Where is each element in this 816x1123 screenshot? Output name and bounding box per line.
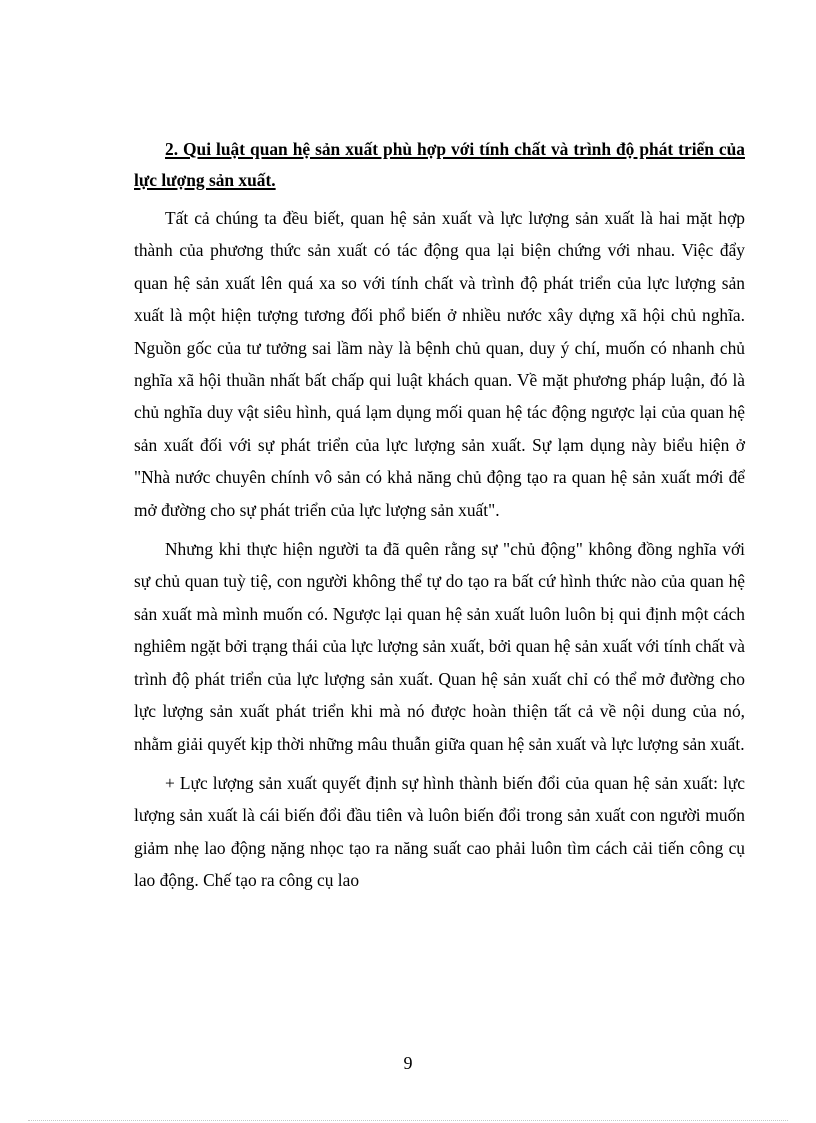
footer-divider xyxy=(28,1120,788,1121)
page-content xyxy=(134,134,745,904)
page-number: 9 xyxy=(403,1053,413,1073)
body-paragraph-3: + Lực lượng sản xuất quyết định sự hình thành biến đổi của quan hệ sản xuất: lực lượng sản xuất là cái biến đổi đầu tiên và luôn biến đổi trong sản xuất con người muốn giảm nhẹ lao động nặng nhọc tạo ra năng suất cao phải luôn tìm cách cải tiến công cụ lao động. Chế tạo ra công cụ lao xyxy=(134,772,745,891)
section-heading-text: 2. Qui luật quan hệ sản xuất phù hợp với tính chất và trình độ phát triển của lực lượng sản xuất. xyxy=(134,139,745,190)
body-paragraph-2: Nhưng khi thực hiện người ta đã quên rằng sự "chủ động" không đồng nghĩa với sự chủ quan tuỳ tiệ, con người không thể tự do tạo ra bất cứ hình thức nào của quan hệ sản xuất mà mình muốn có. Ngược lại quan hệ sản xuất luôn luôn bị qui định một cách nghiêm ngặt bởi trạng thái của lực lượng sản xuất, bởi quan hệ sản xuất với tính chất và trình độ phát triển của lực lượng sản xuất. Quan hệ sản xuất chỉ có thể mở đường cho lực lượng sản xuất phát triển khi mà nó được hoàn thiện tất cả về nội dung của nó, nhằm giải quyết kịp thời những mâu thuẫn giữa quan hệ sản xuất và lực lượng sản xuất. xyxy=(134,539,745,754)
body-paragraph-1: Tất cả chúng ta đều biết, quan hệ sản xuất và lực lượng sản xuất là hai mặt hợp thành của phương thức sản xuất có tác động qua lại biện chứng với nhau. Việc đẩy quan hệ sản xuất lên quá xa so với tính chất và trình độ phát triển của lực lượng sản xuất là một hiện tượng tương đối phổ biến ở nhiều nước xây dựng xã hội chủ nghĩa. Nguồn gốc của tư tưởng sai lầm này là bệnh chủ quan, duy ý chí, muốn có nhanh chủ nghĩa xã hội thuần nhất bất chấp qui luật khách quan. Về mặt phương pháp luận, đó là chủ nghĩa duy vật siêu hình, quá lạm dụng mối quan hệ tác động ngược lại của quan hệ sản xuất đối với sự phát triển của lực lượng sản xuất. Sự lạm dụng này biểu hiện ở "Nhà nước chuyên chính vô sản có khả năng chủ động tạo ra quan hệ sản xuất mới để mở đường cho sự phát triển của lực lượng sản xuất". xyxy=(134,208,745,520)
section-heading xyxy=(134,134,745,196)
